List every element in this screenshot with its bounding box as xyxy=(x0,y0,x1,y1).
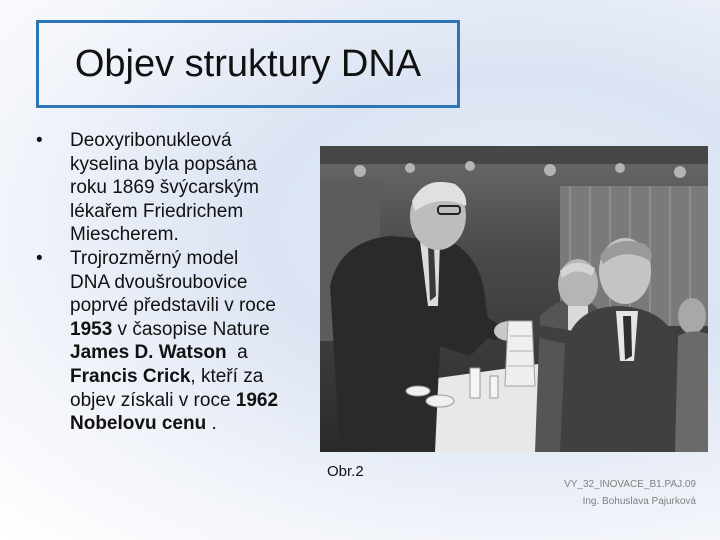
bullet1-line2: kyselina byla popsána xyxy=(70,153,257,175)
bullet2-line2: DNA dvoušroubovice xyxy=(70,271,248,293)
bullet1-line3: roku 1869 švýcarským xyxy=(70,177,260,199)
bullet-dot-icon: • xyxy=(36,130,43,151)
bullet1-line5: Miescherem. xyxy=(70,224,179,246)
author-credit xyxy=(564,476,696,510)
slide-title: Objev struktury DNA xyxy=(74,42,422,85)
nobel-prize: Nobelovu cenu xyxy=(70,413,207,435)
name-crick: Francis Crick xyxy=(70,365,191,387)
bullet2-line6-rest: , kteří za xyxy=(190,365,264,387)
bullet-item-model xyxy=(30,247,320,436)
title-box xyxy=(36,20,460,108)
credit-author: Ing. Bohuslava Pajurková xyxy=(582,496,696,507)
bullet2-line5-rest: a xyxy=(226,342,248,364)
bullet2-line4-rest: v časopise Nature xyxy=(112,318,270,340)
bullet-item-history xyxy=(30,129,320,247)
name-watson: James D. Watson xyxy=(70,342,227,364)
bullet2-line7-text: objev získali v roce xyxy=(70,389,236,411)
bullet1-line1: Deoxyribonukleová xyxy=(70,130,232,151)
year-1953: 1953 xyxy=(70,318,113,340)
bullet-dot-icon: • xyxy=(36,247,43,269)
bullet2-line8-rest: . xyxy=(206,413,217,435)
year-1962: 1962 xyxy=(235,389,279,411)
bullet-list xyxy=(30,129,320,436)
photo-caption: Obr.2 xyxy=(327,463,364,480)
bullet1-line4: lékařem Friedrichem xyxy=(70,200,244,222)
bullet2-line3: poprvé představili v roce xyxy=(70,295,276,317)
bullet2-line1: Trojrozměrný model xyxy=(70,247,239,269)
credit-code: VY_32_INOVACE_B1.PAJ.09 xyxy=(564,479,696,490)
photo-watson-crick xyxy=(320,146,708,452)
